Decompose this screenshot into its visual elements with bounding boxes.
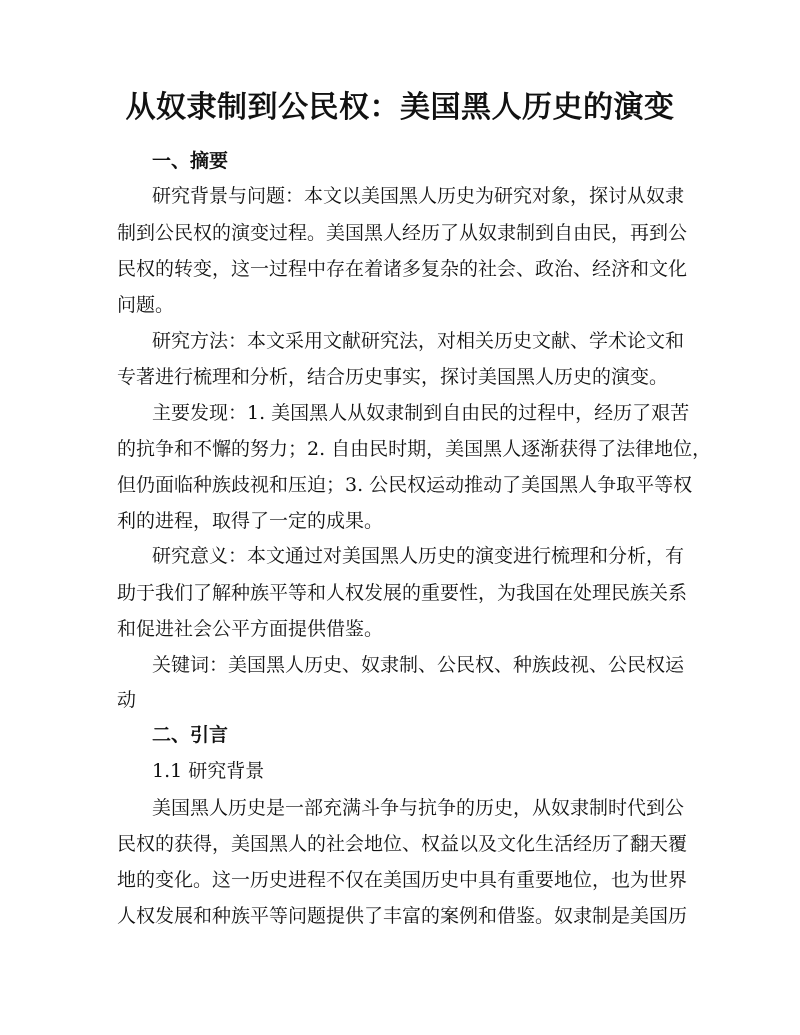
- paragraph-line: 动: [117, 689, 137, 711]
- section-heading-abstract: 一、摘要: [152, 150, 229, 172]
- paragraph-line: 主要发现：1. 美国黑人从奴隶制到自由民的过程中，经历了艰苦: [152, 402, 690, 424]
- paragraph-line: 研究背景与问题：本文以美国黑人历史为研究对象，探讨从奴隶: [152, 185, 685, 207]
- paragraph-line: 关键词：美国黑人历史、奴隶制、公民权、种族歧视、公民权运: [152, 654, 685, 676]
- paragraph-line: 问题。: [117, 294, 175, 316]
- paragraph-line: 专著进行梳理和分析，结合历史事实，探讨美国黑人历史的演变。: [117, 366, 669, 388]
- paragraph-line: 利的进程，取得了一定的成果。: [117, 510, 384, 532]
- paragraph-line: 但仍面临种族歧视和压迫；3. 公民权运动推动了美国黑人争取平等权: [117, 474, 693, 496]
- document-title: 从奴隶制到公民权：美国黑人历史的演变: [125, 90, 675, 125]
- paragraph-line: 民权的转变，这一过程中存在着诸多复杂的社会、政治、经济和文化: [117, 258, 688, 280]
- paragraph-line: 的抗争和不懈的努力；2. 自由民时期，美国黑人逐渐获得了法律地位，: [117, 438, 712, 460]
- subsection-heading-background: 1.1 研究背景: [152, 760, 265, 782]
- paragraph-line: 地的变化。这一历史进程不仅在美国历史中具有重要地位，也为世界: [117, 869, 688, 891]
- paragraph-line: 人权发展和种族平等问题提供了丰富的案例和借鉴。奴隶制是美国历: [117, 905, 688, 927]
- paragraph-line: 研究方法：本文采用文献研究法，对相关历史文献、学术论文和: [152, 330, 685, 352]
- paragraph-line: 制到公民权的演变过程。美国黑人经历了从奴隶制到自由民，再到公: [117, 222, 688, 244]
- paragraph-line: 和促进社会公平方面提供借鉴。: [117, 618, 384, 640]
- paragraph-line: 研究意义：本文通过对美国黑人历史的演变进行梳理和分析，有: [152, 545, 685, 567]
- section-heading-introduction: 二、引言: [152, 724, 229, 746]
- paragraph-line: 民权的获得，美国黑人的社会地位、权益以及文化生活经历了翻天覆: [117, 833, 688, 855]
- paragraph-line: 助于我们了解种族平等和人权发展的重要性，为我国在处理民族关系: [117, 582, 688, 604]
- paragraph-line: 美国黑人历史是一部充满斗争与抗争的历史，从奴隶制时代到公: [152, 797, 685, 819]
